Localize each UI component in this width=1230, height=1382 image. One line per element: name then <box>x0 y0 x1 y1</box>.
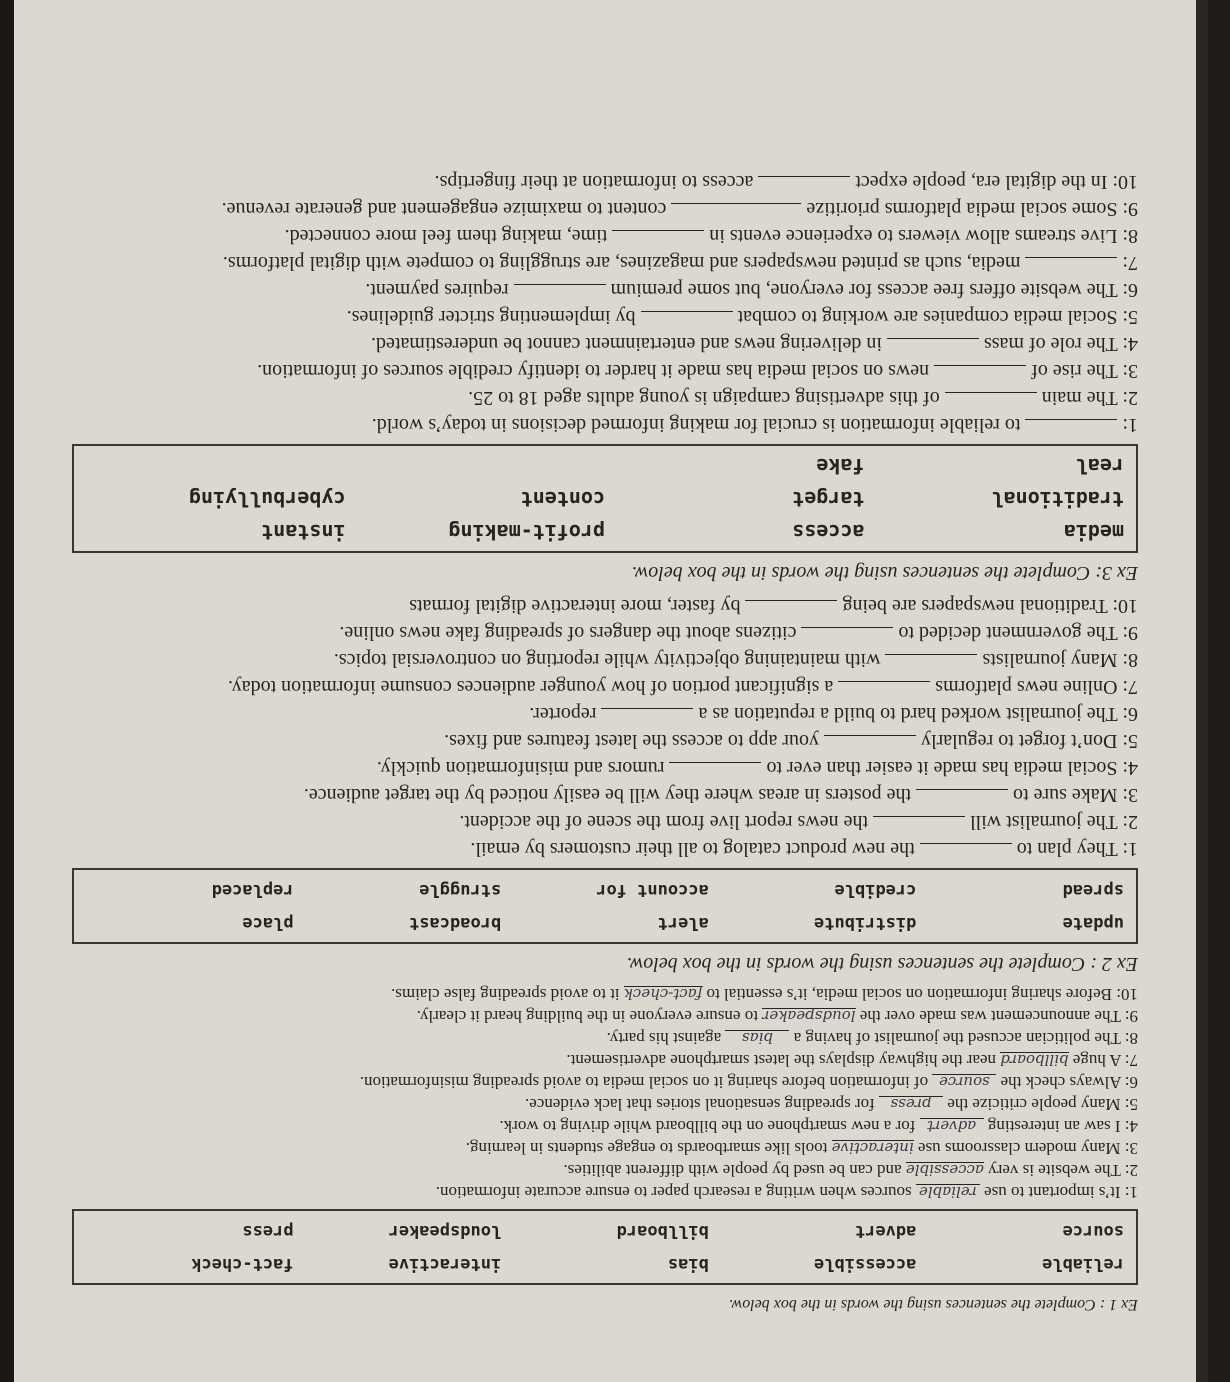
worksheet-content <box>14 168 1196 1382</box>
ex3-sentence <box>72 249 1138 276</box>
sentence-end: by implementing stricter guidelines. <box>346 306 636 328</box>
ex2-word: struggle <box>419 880 502 900</box>
answer-blank[interactable] <box>514 284 606 303</box>
ex2-sentence <box>72 835 1138 862</box>
ex3-sentence <box>72 195 1138 222</box>
ex3-word: fake <box>816 454 865 478</box>
sentence-end: by faster, more interactive digital formats <box>409 595 741 617</box>
ex1-sentence <box>72 1181 1138 1203</box>
answer-blank[interactable] <box>945 392 1037 411</box>
ex1-word: advert <box>854 1221 917 1241</box>
answer-blank[interactable] <box>746 600 838 619</box>
ex3-word: access <box>792 520 865 544</box>
sentence-start: 7: Online news platforms <box>935 676 1138 698</box>
answer-blank[interactable] <box>612 230 704 249</box>
ex2-word: account for <box>596 880 709 900</box>
ex1-word: bias <box>667 1254 709 1274</box>
answer-blank[interactable] <box>885 654 977 673</box>
ex1-word: loudspeaker <box>388 1221 502 1241</box>
sentence-start: 8: Live streams allow viewers to experience events in <box>709 225 1138 247</box>
sentence-start: 6: Always check the <box>1000 1073 1138 1092</box>
ex3-word: content <box>520 487 605 511</box>
ex3-sentence <box>72 276 1138 303</box>
answer-blank[interactable] <box>669 762 761 781</box>
sentence-end: the news report live from the scene of the accident. <box>459 811 869 833</box>
answer-blank[interactable] <box>671 203 801 222</box>
sentence-start: 9: The announcement was made over the <box>859 1007 1138 1026</box>
handwritten-answer[interactable]: press <box>879 1096 943 1115</box>
ex3-sentence <box>72 330 1138 357</box>
ex2-word: credible <box>834 880 917 900</box>
sentence-end: rumors and misinformation quickly. <box>376 757 665 779</box>
answer-blank[interactable] <box>920 843 1012 862</box>
sentence-end: your app to access the latest features and fixes. <box>444 730 819 752</box>
handwritten-answer[interactable]: interactive <box>831 1139 914 1157</box>
sentence-end: to ensure everyone in the building heard it clearly. <box>416 1007 758 1026</box>
handwritten-answer[interactable]: bias <box>725 1030 789 1049</box>
sentence-end: the posters in areas where they will be easily noticed by the target audience. <box>303 784 912 806</box>
sentence-start: 8: The politician accused the journalist of having a <box>793 1029 1138 1048</box>
sentence-start: 8: Many journalists <box>982 649 1138 671</box>
ex3-word: target <box>792 487 865 511</box>
ex2-sentence <box>72 646 1138 673</box>
sentence-start: 4: The role of mass <box>983 333 1138 355</box>
sentence-start: 1: <box>1122 414 1138 436</box>
ex3-word: profit-making <box>448 520 605 544</box>
background-right <box>1208 0 1230 1382</box>
sentence-start: 5: Social media companies are working to combat <box>737 306 1138 328</box>
sentence-start: 2: The website is very <box>988 1161 1138 1180</box>
ex1-sentence <box>72 1049 1138 1071</box>
handwritten-answer[interactable]: advert <box>920 1118 984 1137</box>
sentence-end: of information before sharing it on social media to avoid spreading misinformation. <box>359 1073 929 1092</box>
ex2-title: Ex 2 : Complete the sentences using the words in the box below. <box>626 953 1138 975</box>
sentence-end: to reliable information is crucial for making informed decisions in today’s world. <box>371 414 1021 436</box>
answer-blank[interactable] <box>641 311 733 330</box>
ex1-title: Ex 1 : Complete the sentences using the words in the box below. <box>728 1296 1138 1313</box>
sentence-start: 7: A huge <box>1072 1051 1138 1070</box>
sentence-start: 10: Traditional newspapers are being <box>842 595 1138 617</box>
ex1-sentence <box>72 1159 1138 1181</box>
ex1-word-box <box>72 1209 1138 1285</box>
sentence-end: citizens about the dangers of spreading fake news online. <box>339 622 797 644</box>
handwritten-answer[interactable]: accessible <box>905 1161 984 1179</box>
sentence-end: near the highway displays the latest smartphone advertisement. <box>566 1051 996 1070</box>
ex2-word: update <box>1062 913 1124 933</box>
ex3-word: media <box>1063 520 1124 544</box>
sentence-end: it to avoid spreading false claims. <box>391 985 620 1004</box>
ex3-sentence <box>72 411 1138 438</box>
answer-blank[interactable] <box>1025 257 1117 276</box>
sentence-end: content to maximize engagement and generate revenue. <box>221 198 667 220</box>
handwritten-answer[interactable]: source <box>932 1074 996 1093</box>
sentence-end: with maintaining objectivity while reporting on controversial topics. <box>333 649 881 671</box>
sentence-end: against his party. <box>606 1029 722 1048</box>
ex2-word: place <box>242 913 294 933</box>
ex1-word: billboard <box>616 1221 709 1241</box>
sentence-start: 5: Many people criticize the <box>947 1095 1138 1114</box>
ex1-word: source <box>1062 1221 1124 1241</box>
sentence-start: 1: It’s important to use <box>984 1183 1138 1202</box>
sentence-end: time, making them feel more connected. <box>284 225 608 247</box>
ex3-word-box <box>72 444 1138 553</box>
sentence-start: 2: The main <box>1041 387 1138 409</box>
sentence-start: 6: The journalist worked hard to build a reputation as a <box>698 703 1138 725</box>
ex3-sentence <box>72 384 1138 411</box>
ex1-word: press <box>242 1221 294 1241</box>
ex1-sentence <box>72 1005 1138 1027</box>
sentence-end: requires payment. <box>365 279 509 301</box>
ex2-sentence <box>72 619 1138 646</box>
sentence-end: and can be used by people with different abilities. <box>563 1161 902 1180</box>
ex3-sentence <box>72 357 1138 384</box>
ex3-sentence <box>72 303 1138 330</box>
answer-blank[interactable] <box>838 681 930 700</box>
answer-blank[interactable] <box>916 789 1008 808</box>
sentence-end: a significant portion of how younger audiences consume information today. <box>228 676 834 698</box>
sentence-end: tools like smartboards to engage students in learning. <box>465 1139 828 1158</box>
ex1-sentence <box>72 1137 1138 1159</box>
sentence-start: 3: Many modern classrooms use <box>917 1139 1138 1158</box>
sentence-end: of this advertising campaign is young adults aged 18 to 25. <box>468 387 940 409</box>
ex1-sentence <box>72 1093 1138 1115</box>
sentence-start: 9: Some social media platforms prioritize <box>806 198 1138 220</box>
sentence-end: sources when writing a research paper to ensure accurate information. <box>435 1183 912 1202</box>
answer-blank[interactable] <box>1025 419 1117 438</box>
handwritten-answer[interactable]: reliable <box>916 1184 980 1203</box>
sentence-start: 10: Before sharing information on social media, it’s essential to <box>706 985 1138 1004</box>
ex3-sentence <box>72 222 1138 249</box>
ex2-word: replaced <box>211 880 294 900</box>
sentence-end: reporter. <box>529 703 597 725</box>
ex2-sentence <box>72 727 1138 754</box>
handwritten-answer[interactable]: billboard <box>1000 1051 1069 1069</box>
ex2-word: broadcast <box>409 913 502 933</box>
sentence-end: access to information at their fingertips. <box>434 171 754 193</box>
ex3-word: traditional <box>991 487 1124 511</box>
ex3-word: real <box>1075 454 1124 478</box>
ex2-word-box <box>72 868 1138 944</box>
ex1-sentence <box>72 1027 1138 1049</box>
sentence-start: 2: The journalist will <box>970 811 1138 833</box>
sentence-start: 4: Social media has made it easier than ever to <box>766 757 1138 779</box>
ex1-word: fact-check <box>191 1254 294 1274</box>
sentence-start: 5: Don’t forget to regularly <box>921 730 1138 752</box>
handwritten-answer[interactable]: loudspeaker <box>762 1007 856 1025</box>
sentence-start: 3: The rise of <box>1031 360 1138 382</box>
ex2-sentence <box>72 700 1138 727</box>
sentence-end: news on social media has made it harder to identify credible sources of information. <box>257 360 930 382</box>
ex1-word: reliable <box>1042 1254 1124 1274</box>
sentence-end: for a new smartphone on the billboard while driving to work. <box>499 1117 916 1136</box>
sentence-end: in delivering news and entertainment cannot be underestimated. <box>371 333 882 355</box>
sentence-end: media, such as printed newspapers and magazines, are struggling to compete with digital platforms. <box>222 252 1021 274</box>
ex2-sentence <box>72 781 1138 808</box>
ex2-sentence <box>72 673 1138 700</box>
handwritten-answer[interactable]: fact-check <box>623 985 703 1003</box>
ex2-sentence <box>72 808 1138 835</box>
answer-blank[interactable] <box>758 176 850 195</box>
sentence-start: 9: The government decided to <box>898 622 1138 644</box>
ex1-word: accessible <box>814 1254 917 1274</box>
ex3-sentence <box>72 168 1138 195</box>
ex1-sentence <box>72 983 1138 1005</box>
sentence-start: 4: I saw an interesting <box>987 1117 1138 1136</box>
ex1-sentence <box>72 1115 1138 1137</box>
ex2-word: distribute <box>814 913 917 933</box>
answer-blank[interactable] <box>824 735 916 754</box>
sentence-end: the new product catalog to all their customers by email. <box>470 838 915 860</box>
ex3-word: cyberbullying <box>188 487 346 511</box>
ex2-word: spread <box>1062 880 1124 900</box>
ex1-word: interactive <box>388 1254 502 1274</box>
background-left <box>0 0 14 1382</box>
worksheet-paper <box>14 0 1196 1382</box>
sentence-start: 1: They plan to <box>1016 838 1138 860</box>
sentence-start: 3: Make sure to <box>1013 784 1138 806</box>
sentence-start: 7: <box>1122 252 1138 274</box>
answer-blank[interactable] <box>934 365 1026 384</box>
ex2-word: alert <box>657 913 709 933</box>
ex3-title: Ex 3: Complete the sentences using the words in the box below. <box>631 562 1138 584</box>
ex2-sentence <box>72 754 1138 781</box>
ex3-word: instant <box>261 520 346 544</box>
answer-blank[interactable] <box>873 816 965 835</box>
ex1-sentence <box>72 1071 1138 1093</box>
sentence-end: for spreading sensational stories that lack evidence. <box>525 1095 875 1114</box>
sentence-start: 6: The website offers free access for everyone, but some premium <box>610 279 1138 301</box>
answer-blank[interactable] <box>801 627 893 646</box>
answer-blank[interactable] <box>601 708 693 727</box>
ex2-sentence <box>72 592 1138 619</box>
answer-blank[interactable] <box>887 338 979 357</box>
sentence-start: 10: In the digital era, people expect <box>855 171 1138 193</box>
